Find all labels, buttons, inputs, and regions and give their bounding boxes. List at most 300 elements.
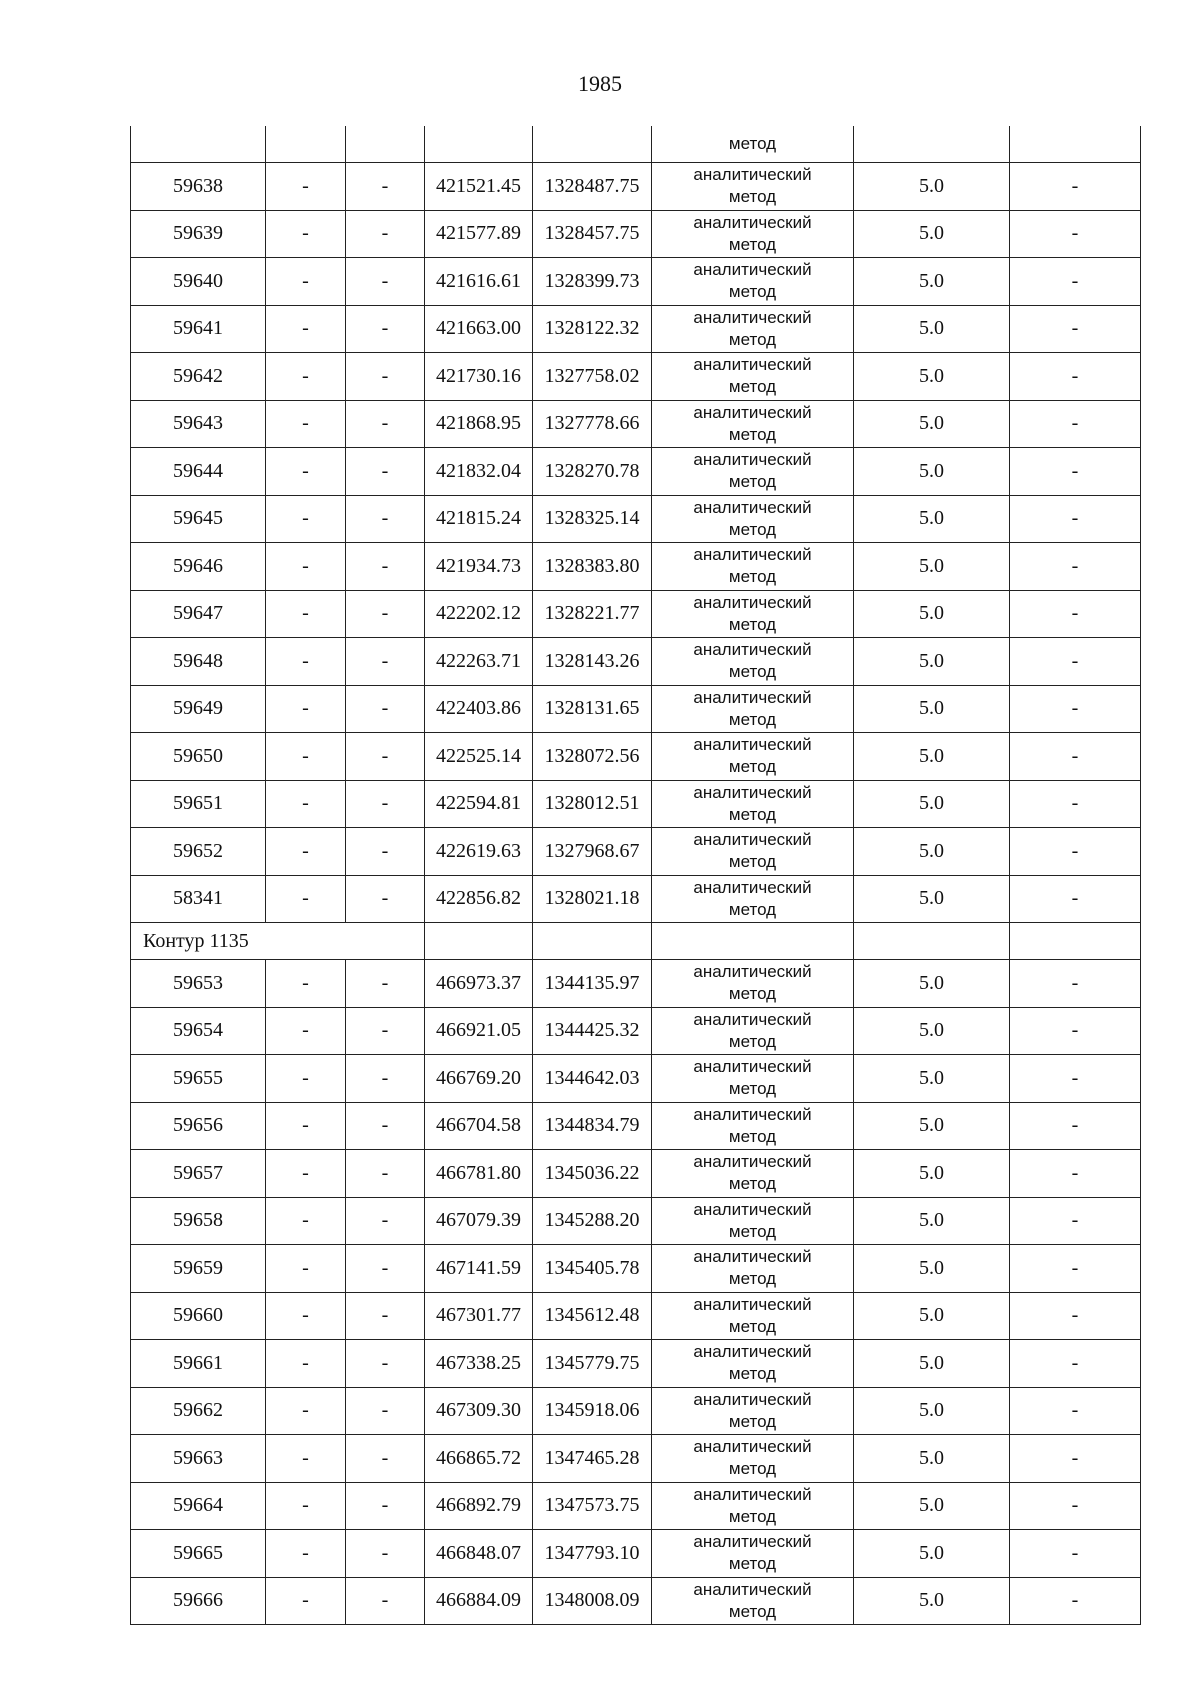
point-id-cell: 59646: [131, 543, 266, 591]
dash-cell: -: [266, 1292, 346, 1340]
y-coordinate-cell: 1328487.75: [533, 163, 652, 211]
x-coordinate-cell: 421616.61: [425, 258, 533, 306]
method-line-2: метод: [728, 1554, 777, 1574]
x-coordinate-cell: 422856.82: [425, 875, 533, 923]
precision-cell: 5.0: [854, 258, 1010, 306]
y-coordinate-cell: 1327758.02: [533, 353, 652, 401]
dash-cell: -: [346, 1577, 425, 1625]
y-coordinate-cell: 1328383.80: [533, 543, 652, 591]
table-row: [131, 1245, 1141, 1293]
page-number: 1985: [578, 71, 622, 96]
dash-cell: -: [346, 400, 425, 448]
dash-cell: -: [266, 495, 346, 543]
precision-cell: 5.0: [854, 1245, 1010, 1293]
method-line-1: аналитический: [693, 260, 812, 280]
table-row: [131, 590, 1141, 638]
dash-cell: -: [346, 875, 425, 923]
precision-cell: 5.0: [854, 400, 1010, 448]
dash-cell: -: [1010, 1435, 1141, 1483]
method-cell: [652, 1150, 854, 1198]
dash-cell: -: [1010, 1150, 1141, 1198]
contour-header-row: [131, 923, 1141, 960]
dash-cell: -: [266, 1245, 346, 1293]
method-line-1: аналитический: [693, 307, 812, 327]
method-cell: [652, 210, 854, 258]
x-coordinate-cell: 421832.04: [425, 448, 533, 496]
point-id-cell: 59653: [131, 960, 266, 1008]
method-cell: [652, 1102, 854, 1150]
method-line-2: метод: [728, 1316, 777, 1336]
precision-cell: 5.0: [854, 1007, 1010, 1055]
point-id-cell: 59660: [131, 1292, 266, 1340]
method-cell: [652, 1197, 854, 1245]
y-coordinate-cell: 1328131.65: [533, 685, 652, 733]
precision-cell: 5.0: [854, 163, 1010, 211]
dash-cell: -: [346, 163, 425, 211]
method-cell: [652, 1007, 854, 1055]
point-id-cell: 59666: [131, 1577, 266, 1625]
method-line-2: метод: [728, 709, 777, 729]
dash-cell: -: [346, 543, 425, 591]
x-coordinate-cell: 422525.14: [425, 733, 533, 781]
precision-cell: 5.0: [854, 828, 1010, 876]
table-row: [131, 1007, 1141, 1055]
dash-cell: -: [266, 685, 346, 733]
dash-cell: -: [346, 1007, 425, 1055]
point-id-cell: 59647: [131, 590, 266, 638]
dash-cell: -: [346, 1340, 425, 1388]
precision-cell: 5.0: [854, 638, 1010, 686]
y-coordinate-cell: 1328221.77: [533, 590, 652, 638]
method-line-1: аналитический: [693, 1484, 812, 1504]
precision-cell: 5.0: [854, 448, 1010, 496]
method-line-2: метод: [728, 1506, 777, 1526]
dash-cell: -: [266, 733, 346, 781]
dash-cell: -: [1010, 353, 1141, 401]
dash-cell: -: [266, 305, 346, 353]
method-line-1: аналитический: [693, 1057, 812, 1077]
dash-cell: -: [266, 1435, 346, 1483]
precision-cell: 5.0: [854, 1197, 1010, 1245]
table-row: [131, 1292, 1141, 1340]
point-id-cell: 59649: [131, 685, 266, 733]
method-line-1: аналитический: [693, 355, 812, 375]
point-id-cell: 59664: [131, 1482, 266, 1530]
table-row: [131, 780, 1141, 828]
precision-cell: 5.0: [854, 305, 1010, 353]
point-id-cell: 58341: [131, 875, 266, 923]
y-coordinate-cell: 1344642.03: [533, 1055, 652, 1103]
method-line-1: аналитический: [693, 165, 812, 185]
point-id-cell: 59658: [131, 1197, 266, 1245]
precision-cell: 5.0: [854, 1482, 1010, 1530]
dash-cell: -: [266, 1150, 346, 1198]
precision-cell: 5.0: [854, 685, 1010, 733]
point-id-cell: 59652: [131, 828, 266, 876]
dash-cell: -: [266, 780, 346, 828]
dash-cell: -: [1010, 1292, 1141, 1340]
method-line-1: аналитический: [693, 1437, 812, 1457]
y-coordinate-cell: 1345405.78: [533, 1245, 652, 1293]
dash-cell: -: [1010, 1007, 1141, 1055]
method-line-1: аналитический: [693, 962, 812, 982]
method-cell: [652, 163, 854, 211]
y-coordinate-cell: 1328270.78: [533, 448, 652, 496]
point-id-cell: 59662: [131, 1387, 266, 1435]
y-coordinate-cell: 1328072.56: [533, 733, 652, 781]
table-row: [131, 1577, 1141, 1625]
point-id-cell: 59657: [131, 1150, 266, 1198]
table-row: [131, 400, 1141, 448]
method-cell: [652, 400, 854, 448]
x-coordinate-cell: 466884.09: [425, 1577, 533, 1625]
dash-cell: -: [266, 448, 346, 496]
method-line-2: метод: [728, 1221, 777, 1241]
precision-cell: 5.0: [854, 780, 1010, 828]
table-row: [131, 543, 1141, 591]
table-row: [131, 448, 1141, 496]
point-id-cell: 59644: [131, 448, 266, 496]
method-cell: [652, 1577, 854, 1625]
dash-cell: -: [1010, 1197, 1141, 1245]
point-id-cell: 59651: [131, 780, 266, 828]
x-coordinate-cell: 467338.25: [425, 1340, 533, 1388]
method-line-1: аналитический: [693, 1532, 812, 1552]
continuation-row: [131, 126, 1141, 163]
y-coordinate-cell: 1344834.79: [533, 1102, 652, 1150]
dash-cell: -: [266, 1197, 346, 1245]
point-id-cell: 59656: [131, 1102, 266, 1150]
table-row: [131, 638, 1141, 686]
dash-cell: -: [266, 590, 346, 638]
method-line-1: аналитический: [693, 592, 812, 612]
dash-cell: -: [1010, 638, 1141, 686]
method-line-1: аналитический: [693, 1579, 812, 1599]
precision-cell: 5.0: [854, 1102, 1010, 1150]
method-cell: [652, 1245, 854, 1293]
method-line-2: метод: [728, 377, 777, 397]
y-coordinate-cell: 1347465.28: [533, 1435, 652, 1483]
x-coordinate-cell: 421815.24: [425, 495, 533, 543]
precision-cell: 5.0: [854, 1340, 1010, 1388]
dash-cell: -: [266, 960, 346, 1008]
dash-cell: -: [1010, 875, 1141, 923]
dash-cell: -: [346, 638, 425, 686]
method-cell: [652, 1482, 854, 1530]
dash-cell: -: [266, 828, 346, 876]
method-cell: [652, 828, 854, 876]
dash-cell: -: [266, 1102, 346, 1150]
dash-cell: -: [346, 1387, 425, 1435]
method-cell: [652, 258, 854, 306]
x-coordinate-cell: 466781.80: [425, 1150, 533, 1198]
method-line-2: метод: [728, 662, 777, 682]
y-coordinate-cell: 1345918.06: [533, 1387, 652, 1435]
point-id-cell: 59642: [131, 353, 266, 401]
method-line-1: аналитический: [693, 830, 812, 850]
method-cell: [652, 685, 854, 733]
method-line-2: метод: [728, 1601, 777, 1621]
point-id-cell: 59650: [131, 733, 266, 781]
method-line-2: метод: [728, 424, 777, 444]
dash-cell: -: [346, 1292, 425, 1340]
y-coordinate-cell: 1345779.75: [533, 1340, 652, 1388]
method-line-2: метод: [728, 1411, 777, 1431]
method-line-2: метод: [728, 1079, 777, 1099]
x-coordinate-cell: 466973.37: [425, 960, 533, 1008]
dash-cell: -: [346, 590, 425, 638]
dash-cell: -: [346, 1245, 425, 1293]
empty-cell: [425, 923, 533, 960]
table-row: [131, 828, 1141, 876]
dash-cell: -: [1010, 258, 1141, 306]
method-line-2: метод: [728, 899, 777, 919]
empty-cell: [854, 923, 1010, 960]
method-cell: [652, 305, 854, 353]
y-coordinate-cell: 1328399.73: [533, 258, 652, 306]
y-coordinate-cell: 1328325.14: [533, 495, 652, 543]
dash-cell: -: [266, 1007, 346, 1055]
dash-cell: -: [1010, 210, 1141, 258]
method-line-1: аналитический: [693, 450, 812, 470]
method-line-2: метод: [728, 472, 777, 492]
method-cell: [652, 960, 854, 1008]
precision-cell: 5.0: [854, 1577, 1010, 1625]
precision-cell: 5.0: [854, 353, 1010, 401]
dash-cell: -: [1010, 1055, 1141, 1103]
table-row: [131, 875, 1141, 923]
dash-cell: -: [1010, 1102, 1141, 1150]
dash-cell: -: [266, 210, 346, 258]
method-cell: [652, 1340, 854, 1388]
dash-cell: -: [1010, 1530, 1141, 1578]
method-cell: [652, 638, 854, 686]
dash-cell: -: [1010, 400, 1141, 448]
dash-cell: -: [266, 1340, 346, 1388]
method-cell: [652, 1292, 854, 1340]
dash-cell: -: [346, 828, 425, 876]
method-line-1: аналитический: [693, 1247, 812, 1267]
method-cell: [652, 1055, 854, 1103]
dash-cell: -: [1010, 1482, 1141, 1530]
dash-cell: -: [1010, 495, 1141, 543]
contour-label: Контур 1135: [131, 923, 425, 960]
dash-cell: -: [1010, 590, 1141, 638]
dash-cell: -: [1010, 163, 1141, 211]
dash-cell: -: [1010, 1340, 1141, 1388]
method-line-1: аналитический: [693, 1342, 812, 1362]
method-line-1: аналитический: [693, 1294, 812, 1314]
dash-cell: -: [346, 1530, 425, 1578]
y-coordinate-cell: 1327778.66: [533, 400, 652, 448]
dash-cell: -: [346, 733, 425, 781]
dash-cell: -: [1010, 448, 1141, 496]
table-row: [131, 733, 1141, 781]
dash-cell: -: [266, 1387, 346, 1435]
dash-cell: -: [266, 258, 346, 306]
y-coordinate-cell: 1344425.32: [533, 1007, 652, 1055]
table-row: [131, 305, 1141, 353]
x-coordinate-cell: 421934.73: [425, 543, 533, 591]
method-line-2: метод: [728, 187, 777, 207]
precision-cell: 5.0: [854, 1055, 1010, 1103]
dash-cell: -: [1010, 1387, 1141, 1435]
table-row: [131, 495, 1141, 543]
point-id-cell: 59663: [131, 1435, 266, 1483]
precision-cell: 5.0: [854, 875, 1010, 923]
dash-cell: -: [266, 400, 346, 448]
method-line-2: метод: [728, 614, 777, 634]
dash-cell: -: [1010, 828, 1141, 876]
x-coordinate-cell: 466848.07: [425, 1530, 533, 1578]
dash-cell: -: [346, 1482, 425, 1530]
method-line-2: метод: [728, 282, 777, 302]
y-coordinate-cell: 1328021.18: [533, 875, 652, 923]
y-coordinate-cell: 1328143.26: [533, 638, 652, 686]
method-line-2: метод: [728, 1031, 777, 1051]
x-coordinate-cell: 421663.00: [425, 305, 533, 353]
method-line-2: метод: [728, 1364, 777, 1384]
table-row: [131, 960, 1141, 1008]
table-row: [131, 163, 1141, 211]
y-coordinate-cell: 1345612.48: [533, 1292, 652, 1340]
point-id-cell: 59659: [131, 1245, 266, 1293]
y-coordinate-cell: 1328457.75: [533, 210, 652, 258]
method-line-2: метод: [728, 984, 777, 1004]
method-cell: [652, 353, 854, 401]
dash-cell: -: [1010, 1577, 1141, 1625]
dash-cell: -: [346, 1197, 425, 1245]
dash-cell: -: [346, 685, 425, 733]
method-line-1: аналитический: [693, 640, 812, 660]
y-coordinate-cell: 1345036.22: [533, 1150, 652, 1198]
table-row: [131, 1435, 1141, 1483]
dash-cell: -: [266, 163, 346, 211]
method-line-2: метод: [728, 519, 777, 539]
dash-cell: -: [1010, 780, 1141, 828]
method-line-2: метод: [728, 329, 777, 349]
precision-cell: 5.0: [854, 1387, 1010, 1435]
method-cell: [652, 543, 854, 591]
x-coordinate-cell: 467079.39: [425, 1197, 533, 1245]
method-line-2: метод: [728, 804, 777, 824]
dash-cell: -: [266, 638, 346, 686]
precision-cell: 5.0: [854, 1292, 1010, 1340]
method-line-2: метод: [728, 1174, 777, 1194]
dash-cell: -: [346, 448, 425, 496]
method-line-1: аналитический: [693, 1152, 812, 1172]
y-coordinate-cell: 1328012.51: [533, 780, 652, 828]
method-line-2: метод: [728, 1459, 777, 1479]
method-cell: [652, 495, 854, 543]
dash-cell: -: [346, 1102, 425, 1150]
dash-cell: -: [1010, 685, 1141, 733]
method-line-1: аналитический: [693, 545, 812, 565]
point-id-cell: 59643: [131, 400, 266, 448]
method-cell: [652, 448, 854, 496]
dash-cell: -: [266, 875, 346, 923]
x-coordinate-cell: 466865.72: [425, 1435, 533, 1483]
table-row: [131, 210, 1141, 258]
table-row: [131, 1340, 1141, 1388]
x-coordinate-cell: 422403.86: [425, 685, 533, 733]
y-coordinate-cell: 1345288.20: [533, 1197, 652, 1245]
point-id-cell: 59645: [131, 495, 266, 543]
table-row: [131, 1387, 1141, 1435]
point-id-cell: 59648: [131, 638, 266, 686]
method-line-1: аналитический: [693, 1104, 812, 1124]
y-coordinate-cell: 1344135.97: [533, 960, 652, 1008]
table-row: [131, 1197, 1141, 1245]
dash-cell: -: [1010, 733, 1141, 781]
y-coordinate-cell: 1348008.09: [533, 1577, 652, 1625]
method-line-1: аналитический: [693, 687, 812, 707]
point-id-cell: 59661: [131, 1340, 266, 1388]
y-coordinate-cell: 1347793.10: [533, 1530, 652, 1578]
method-line-1: аналитический: [693, 877, 812, 897]
point-id-cell: 59665: [131, 1530, 266, 1578]
method-line-2: метод: [728, 852, 777, 872]
method-line-2: метод: [728, 234, 777, 254]
method-cell: [652, 1387, 854, 1435]
dash-cell: -: [346, 305, 425, 353]
y-coordinate-cell: 1347573.75: [533, 1482, 652, 1530]
dash-cell: -: [266, 1530, 346, 1578]
method-cell: [652, 733, 854, 781]
precision-cell: 5.0: [854, 543, 1010, 591]
method-cell: [652, 1435, 854, 1483]
x-coordinate-cell: 422263.71: [425, 638, 533, 686]
method-cell: [652, 780, 854, 828]
method-line-1: аналитический: [693, 402, 812, 422]
table-row: [131, 1482, 1141, 1530]
table-row: [131, 1102, 1141, 1150]
method-line-1: аналитический: [693, 497, 812, 517]
precision-cell: 5.0: [854, 960, 1010, 1008]
empty-cell: [533, 923, 652, 960]
empty-cell: [652, 923, 854, 960]
x-coordinate-cell: 421577.89: [425, 210, 533, 258]
x-coordinate-cell: 467309.30: [425, 1387, 533, 1435]
table-row: [131, 685, 1141, 733]
dash-cell: -: [346, 353, 425, 401]
dash-cell: -: [1010, 960, 1141, 1008]
method-line-1: аналитический: [693, 1009, 812, 1029]
x-coordinate-cell: 466921.05: [425, 1007, 533, 1055]
x-coordinate-cell: 422202.12: [425, 590, 533, 638]
method-cell: [652, 590, 854, 638]
method-line-1: аналитический: [693, 782, 812, 802]
table-row: [131, 258, 1141, 306]
x-coordinate-cell: 421868.95: [425, 400, 533, 448]
dash-cell: -: [1010, 305, 1141, 353]
dash-cell: -: [266, 353, 346, 401]
method-cell: метод: [652, 126, 854, 163]
dash-cell: -: [346, 960, 425, 1008]
table-row: [131, 1530, 1141, 1578]
point-id-cell: 59639: [131, 210, 266, 258]
dash-cell: -: [1010, 543, 1141, 591]
coordinates-table: [130, 126, 1141, 1625]
x-coordinate-cell: 421730.16: [425, 353, 533, 401]
dash-cell: -: [266, 543, 346, 591]
point-id-cell: 59655: [131, 1055, 266, 1103]
precision-cell: 5.0: [854, 733, 1010, 781]
point-id-cell: 59640: [131, 258, 266, 306]
dash-cell: -: [346, 258, 425, 306]
x-coordinate-cell: 422594.81: [425, 780, 533, 828]
dash-cell: -: [346, 1150, 425, 1198]
